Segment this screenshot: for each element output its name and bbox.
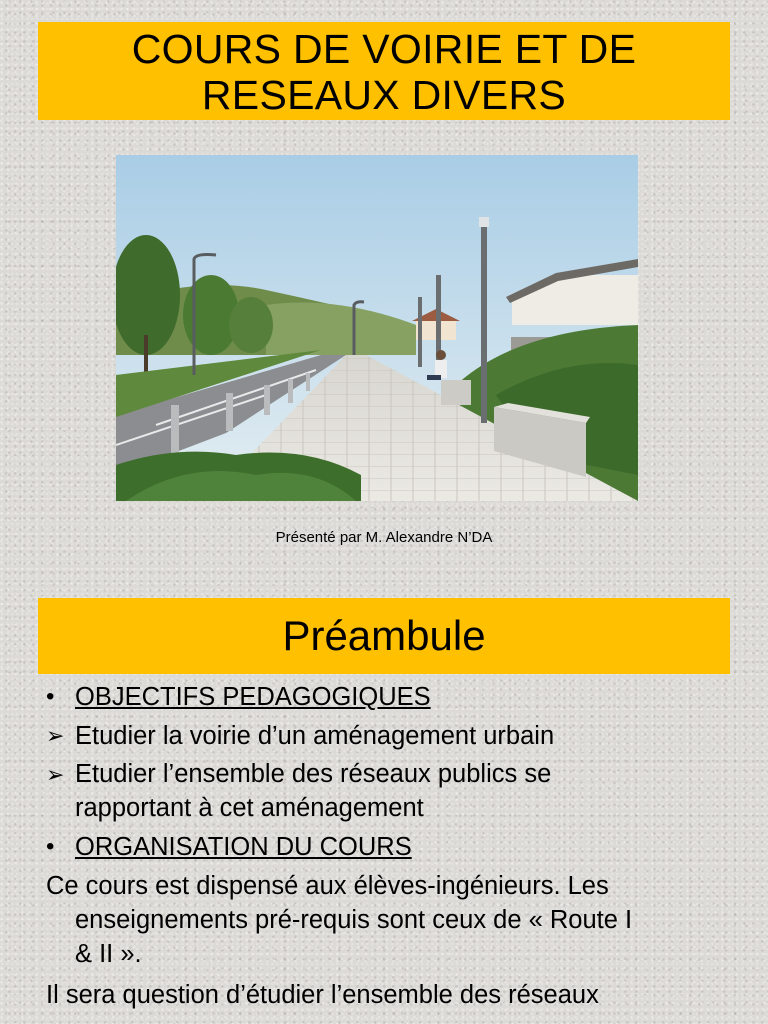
bullet-icon: • <box>46 683 55 710</box>
bullet-icon: • <box>46 833 55 860</box>
paragraph-line-2: enseignements pré-requis sont ceux de « Route I <box>75 906 633 934</box>
arrow-item-text-line-1: Etudier l’ensemble des réseaux publics se <box>75 760 552 788</box>
section-banner <box>38 598 730 674</box>
title-line-1: COURS DE VOIRIE ET DE <box>131 26 637 72</box>
presenter-text: Présenté par M. Alexandre N’DA <box>275 529 493 546</box>
street-photo <box>116 155 638 501</box>
arrow-item-text: Etudier la voirie d’un aménagement urbain <box>75 722 555 750</box>
paragraph-organisation <box>46 869 736 971</box>
paragraph-line-3: & II ». <box>75 940 142 968</box>
paragraph-reseaux <box>46 977 736 1013</box>
section-title: Préambule <box>282 612 486 659</box>
arrow-item-reseaux <box>46 757 736 825</box>
arrow-item-voirie <box>46 718 736 754</box>
arrow-item-text-line-2: rapportant à cet aménagement <box>75 794 424 822</box>
paragraph-line-1: Ce cours est dispensé aux élèves-ingénieurs. Les <box>46 872 609 900</box>
arrow-bullet-icon: ➢ <box>46 762 65 787</box>
bullet-objectifs <box>46 679 736 715</box>
arrow-bullet-icon: ➢ <box>46 723 65 748</box>
paragraph-text: Il sera question d’étudier l’ensemble des réseaux <box>46 981 599 1009</box>
slide-content <box>46 679 736 1013</box>
heading-objectifs: OBJECTIFS PEDAGOGIQUES <box>75 683 431 711</box>
bullet-organisation <box>46 829 736 865</box>
title-banner <box>38 22 730 120</box>
title-line-2: RESEAUX DIVERS <box>201 72 567 118</box>
heading-organisation: ORGANISATION DU COURS <box>75 833 412 861</box>
